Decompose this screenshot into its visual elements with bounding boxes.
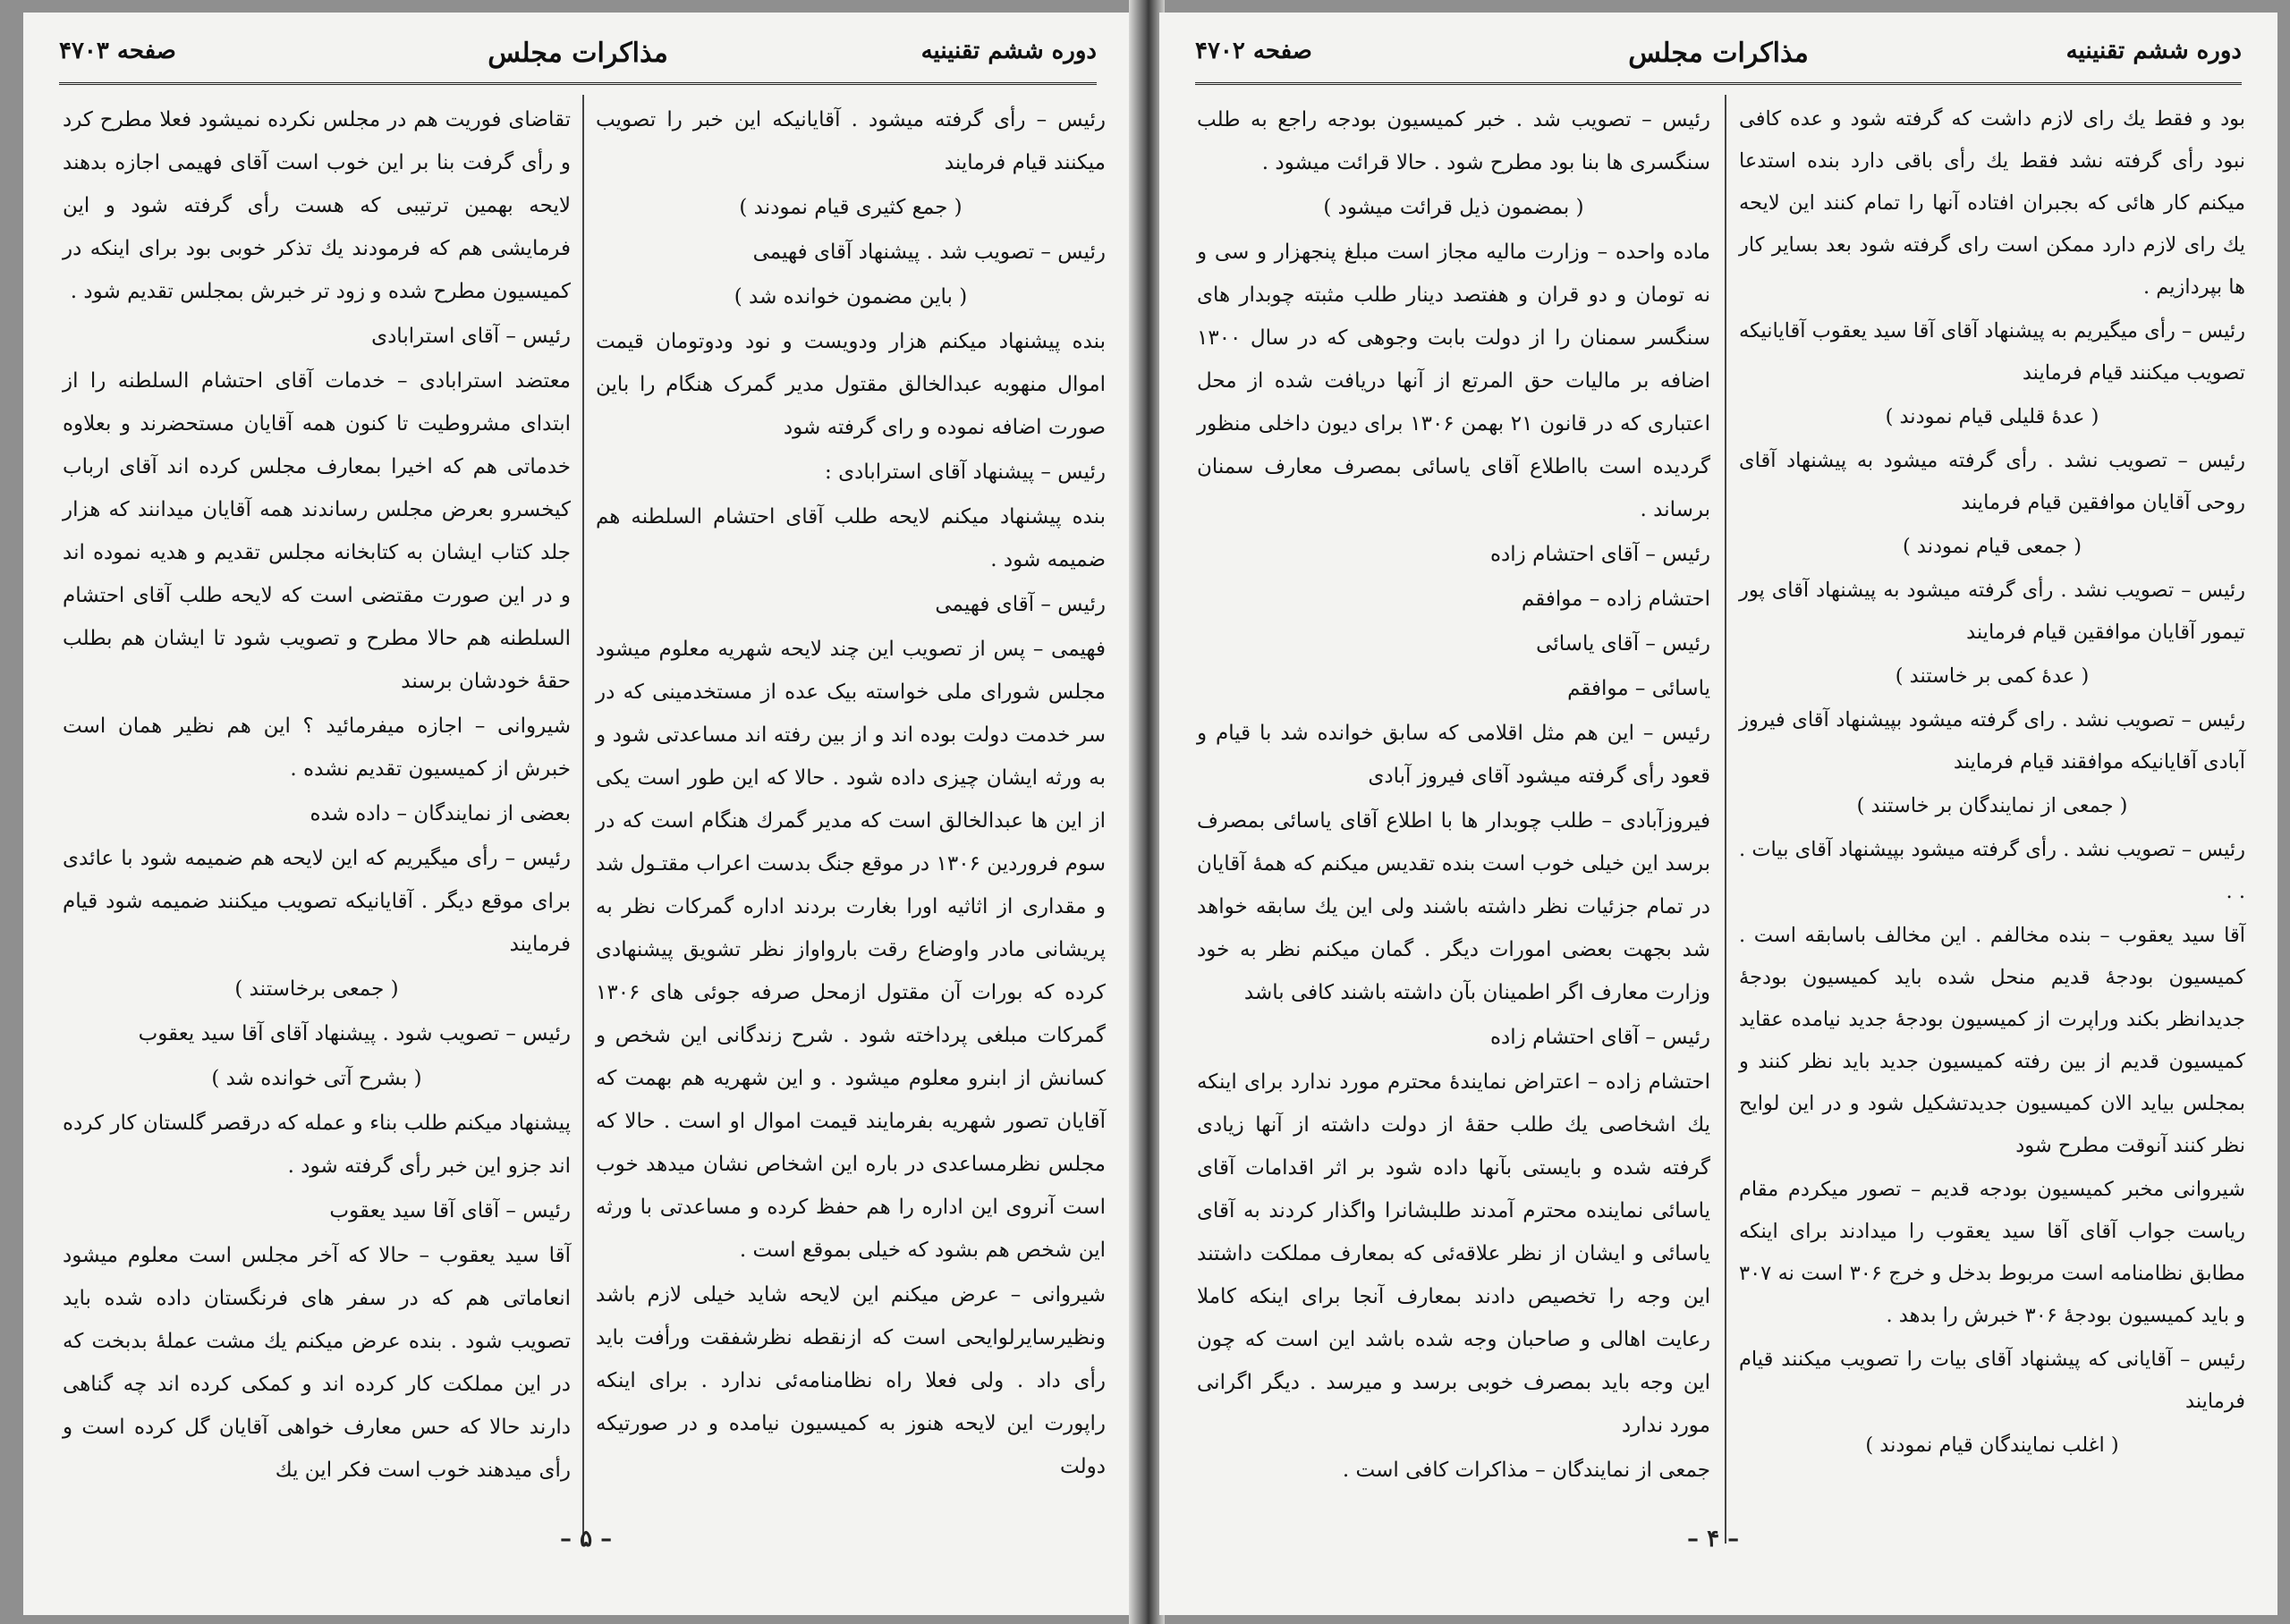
paragraph: احتشام زاده – موافقم bbox=[1521, 588, 1710, 611]
paragraph: فهیمی – پس از تصویب این چند لایحه شهریه معلوم میشود مجلس شورای ملی خواسته بیک عده از مستخدمینی که در سر خدمت دولت بوده اند و از بین رفته اند مساعدتی شود و به ورثه ایشان چیزی داده شود . حالا که این طور است یکی از این ها عبدالخالق است که مدیر گمرك هنگام است که در سوم فروردین ۱۳۰۶ در موقع جنگ بدست اعراب مقتـول شد و مقداری از اثاثیه اورا بغارت بردند اداره گمرکات نظر به پریشانی مادر واوضاع رقت بارواواز نظر تشویق پیشنهادی کرده که بورات آن مقتول ازمحل صرفه جوئی های ۱۳۰۶ گمرکات مبلغی پرداخته شود . شرح زندگانی این شخص و کسانش از ابنرو معلوم میشود . و این شهریه هم بهمت که آقایان تصور شهریه بفرمایند قیمت اموال او است . حالا که مجلس نظرمساعدی در باره این اشخاص نشان میدهد خوب است آنروی این اداره را هم حفظ کرده و مساعدتی با ورثه این شخص هم بشود که خیلی بموقع است . bbox=[596, 638, 1106, 1262]
right-page-column-rule bbox=[1725, 95, 1726, 1544]
left-page-header bbox=[59, 29, 1097, 85]
paragraph: رئیس – آقای استرابادی bbox=[371, 325, 571, 348]
paragraph: رئیس – آقای یاسائی bbox=[1536, 632, 1710, 656]
paragraph: ( باین مضمون خوانده شد ) bbox=[734, 285, 968, 309]
paragraph: ( جمعی قیام نمودند ) bbox=[1902, 535, 2082, 558]
right-journal-title: مذاکرات مجلس bbox=[1628, 38, 1809, 69]
paragraph: ( اغلب نمایندگان قیام نمودند ) bbox=[1865, 1434, 2119, 1457]
paragraph: معتضد استرابادی – خدمات آقای احتشام السلطنه را از ابتدای مشروطیت تا کنون همه آقایان مستحضرند و بعلاوه خدماتی هم که اخیرا بمعارف مجلس کرده اند آقای ارباب کیخسرو بعرض مجلس رساندند همه آقایان میدانند که هزار جلد کتاب ایشان به کتابخانه مجلس تقدیم و هدیه نموده اند و در این صورت مقتضی است که لایحه طلب آقای احتشام السلطنه هم حالا مطرح و تصویب شود تا ایشان هم بطلب حقهٔ خودشان برسند bbox=[63, 369, 571, 693]
paragraph: تقاضای فوریت هم در مجلس نکرده نمیشود فعلا مطرح کرد و رأی گرفت بنا بر این خوب است آقای فهیمی اجازه بدهند لایحه بهمین ترتیبی که هست رأی گرفته شود و این فرمایشی هم که فرمودند یك تذکر خوبی بود برای اینکه در کمیسیون مطرح شده و زود تر خبرش بمجلس تقدیم شود . bbox=[63, 108, 571, 303]
paragraph: رئیس – تصویب نشد . رای گرفته میشود بپیشنهاد آقای فیروز آبادی آقایانیکه موافقند قیام فرمایند bbox=[1739, 708, 2245, 774]
paragraph: رئیس – آقای احتشام زاده bbox=[1489, 1026, 1710, 1049]
paragraph: رئیس – رأی میگیریم که این لایحه هم ضمیمه شود با عائدی برای موقع دیگر . آقایانیکه تصویب میکنند ضمیمه شود قیام فرمایند bbox=[63, 847, 571, 956]
paragraph: بعضی از نمایندگان – داده شده bbox=[310, 802, 571, 825]
left-page bbox=[23, 13, 1132, 1615]
paragraph: ( عدهٔ قلیلی قیام نمودند ) bbox=[1885, 405, 2099, 428]
paragraph: رئیس – آقای آقا سید یعقوب bbox=[329, 1199, 571, 1222]
paragraph: رئیس – آقای فهیمی bbox=[935, 593, 1106, 616]
paragraph: آقا سید یعقوب – بنده مخالفم . این مخالف باسابقه است . کمیسیون بودجهٔ قدیم منحل شده باید کمیسیون بودجهٔ جدیدانظر بکند وراپرت از کمیسیون بودجهٔ جدید نیامده عقاید کمیسیون قدیم از بین رفته کمیسیون جدید باید نظر کنند و بمجلس بیاید الان کمیسیون جدیدتشکیل شود و در این لوایح نظر کنند آنوقت مطرح شود bbox=[1739, 924, 2245, 1157]
paragraph: بود و فقط یك رای لازم داشت که گرفته شود و عده کافی نبود رأی گرفته نشد فقط یك رأی باقی دارد بنده استدعا میکنم کار هائی که بجبران افتاده آنها را تمام کنند این لایحه یك رای لازم دارد ممکن است رای گرفته شود بعد بسایر کار ها بپردازیم . bbox=[1739, 107, 2245, 299]
paragraph: رئیس – پیشنهاد آقای استرابادی : bbox=[825, 461, 1106, 484]
paragraph: رئیس – تصویب نشد . رأی گرفته میشود به پیشنهاد آقای روحی آقایان موافقین قیام فرمایند bbox=[1739, 449, 2245, 514]
right-page bbox=[1159, 13, 2277, 1615]
paragraph: رئیس – این هم مثل اقلامی که سابق خوانده شد با قیام و قعود رأی گرفته میشود آقای فیروز آبادی bbox=[1197, 722, 1710, 788]
paragraph: آقا سید یعقوب – حالا که آخر مجلس است معلوم میشود انعاماتی هم که در سفر های فرنگستان داده شده باید تصویب شود . بنده عرض میکنم یك مشت عملهٔ بدبخت که در این مملکت کار کرده اند و کمکی کرده اند چه گناهی دارند حالا که حس معارف خواهی آقایان گل کرده است و رأی میدهند خوب است فکر این یك bbox=[63, 1244, 571, 1482]
left-page-number: – ۵ – bbox=[560, 1526, 613, 1552]
left-session-label: دوره ششم تقنینیه bbox=[920, 38, 1097, 64]
paragraph: ( بشرح آتی خوانده شد ) bbox=[211, 1067, 422, 1090]
paragraph: رئیس – تصویب نشد . رأی گرفته میشود بپیشنهاد آقای بیات . . . bbox=[1739, 838, 2245, 903]
paragraph: ( بمضمون ذیل قرائت میشود ) bbox=[1323, 196, 1584, 219]
paragraph: فیروزآبادی – طلب چوبدار ها با اطلاع آقای یاسائی بمصرف برسد این خیلی خوب است بنده تقدیس میکنم که همهٔ آقایان در تمام جزئیات نظر داشته باشند ولی این یك سابقه خواهد شد بجهت بعضی امورات دیگر . گمان میکنم نظر به خود وزارت معارف اگر اطمینان بآن داشته باشند کافی باشد bbox=[1197, 809, 1710, 1004]
left-page-column-rule bbox=[582, 95, 584, 1544]
paragraph: رئیس – رأی میگیریم به پیشنهاد آقای آقا سید یعقوب آقایانیکه تصویب میکنند قیام فرمایند bbox=[1739, 319, 2245, 385]
right-session-label: دوره ششم تقنینیه bbox=[2065, 38, 2242, 64]
paragraph: رئیس – آقای احتشام زاده bbox=[1489, 543, 1710, 566]
paragraph: ماده واحده – وزارت مالیه مجاز است مبلغ پنجهزار و سی و نه تومان و دو قران و هفتصد دینار طلب مثبته چوبدار های سنگسر سمنان را از دولت بابت وجوهی که در سال ۱۳۰۰ اضافه بر مالیات حق المرتع از آنها دریافت شده از محل اعتباری که در قانون ۲۱ بهمن ۱۳۰۶ برای دیون داخلی منظور گردیده است بااطلاع آقای یاسائی بمصرف معارف سمنان برساند . bbox=[1197, 241, 1710, 521]
paragraph: رئیس – آقایانی که پیشنهاد آقای بیات را تصویب میکنند قیام فرمایند bbox=[1739, 1348, 2245, 1413]
paragraph: شیروانی – اجازه میفرمائید ؟ این هم نظیر همان است خبرش از کمیسیون تقدیم نشده . bbox=[63, 715, 571, 781]
paragraph: رئیس – تصویب شود . پیشنهاد آقای آقا سید یعقوب bbox=[138, 1022, 571, 1045]
paragraph: پیشنهاد میکنم طلب بناء و عمله که درقصر گلستان کار کرده اند جزو این خبر رأی گرفته شود . bbox=[63, 1112, 571, 1178]
left-page-label: صفحه ۴۷۰۳ bbox=[59, 38, 176, 64]
paragraph: بنده پیشنهاد میکنم لایحه طلب آقای احتشام السلطنه هم ضمیمه شود . bbox=[596, 505, 1106, 571]
paragraph: رئیس – تصویب شد . پیشنهاد آقای فهیمی bbox=[752, 241, 1106, 264]
paragraph: شیروانی – عرض میکنم این لایحه شاید خیلی لازم باشد ونظیرسایرلوایحی است که ازنقطه نظرشفقت ورأفت باید رأی داد . ولی فعلا راه نظامنامه‌ئی ندارد . برای اینکه راپورت این لایحه هنوز به کمیسیون نیامده و در صورتیکه دولت bbox=[596, 1283, 1106, 1478]
right-page-left-column bbox=[1197, 98, 1710, 1493]
right-page-number: – ۴ – bbox=[1687, 1526, 1740, 1552]
paragraph: جمعی از نمایندگان – مذاکرات کافی است . bbox=[1342, 1459, 1710, 1482]
paragraph: یاسائی – موافقم bbox=[1567, 677, 1710, 700]
paragraph: رئیس – تصویب شد . خبر کمیسیون بودجه راجع به طلب سنگسری ها بنا بود مطرح شود . حالا قرائت میشود . bbox=[1197, 108, 1710, 174]
paragraph: ( جمع کثیری قیام نمودند ) bbox=[739, 196, 963, 219]
paragraph: رئیس – رأی گرفته میشود . آقایانیکه این خبر را تصویب میکنند قیام فرمایند bbox=[596, 108, 1106, 174]
right-page-header bbox=[1195, 29, 2242, 85]
paragraph: بنده پیشنهاد میکنم هزار ودویست و نود ودوتومان قیمت اموال منهوبه عبدالخالق مقتول مدیر گمرک هنگام را باین صورت اضافه نموده و رای گرفته شود bbox=[596, 330, 1106, 439]
paragraph: احتشام زاده – اعتراض نمایندهٔ محترم مورد ندارد برای اینکه یك اشخاصی یك طلب حقهٔ از دولت داشته از آنها زیادی گرفته شده و بایستی بآنها داده شود بر اثر اقدامات آقای یاسائی نماینده محترم آمدند طلبشانرا واگذار کردند به آقای یاسائی و ایشان از نظر علاقه‌ئی که بمعارف مملکت داشتند این وجه را تخصیص دادند بمعارف آنجا برای اینکه کاملا رعایت اهالی و صاحبان وجه شده باشد این است که چون این وجه باید بمصرف خوبی برسد و میرسد . دیگر اگرانی مورد ندارد bbox=[1197, 1070, 1710, 1437]
paragraph: ( عدهٔ کمی بر خاستند ) bbox=[1895, 664, 2090, 688]
left-page-right-column bbox=[596, 98, 1106, 1490]
right-page-right-column bbox=[1739, 98, 2245, 1468]
left-page-left-column bbox=[63, 98, 571, 1493]
left-journal-title: مذاکرات مجلس bbox=[488, 38, 668, 69]
paragraph: ( جمعی برخاستند ) bbox=[234, 977, 399, 1001]
right-page-label: صفحه ۴۷۰۲ bbox=[1195, 38, 1312, 64]
paragraph: رئیس – تصویب نشد . رأی گرفته میشود به پیشنهاد آقای پور تیمور آقایان موافقین قیام فرمایند bbox=[1739, 579, 2245, 644]
paragraph: شیروانی مخبر کمیسیون بودجه قدیم – تصور میکردم مقام ریاست جواب آقای آقا سید یعقوب را میدادند برای اینکه مطابق نظامنامه است مربوط بدخل و خرج ۳۰۶ است نه ۳۰۷ و باید کمیسیون بودجهٔ ۳۰۶ خبرش را بدهد . bbox=[1739, 1178, 2246, 1327]
paragraph: ( جمعی از نمایندگان بر خاستند ) bbox=[1856, 794, 2128, 817]
